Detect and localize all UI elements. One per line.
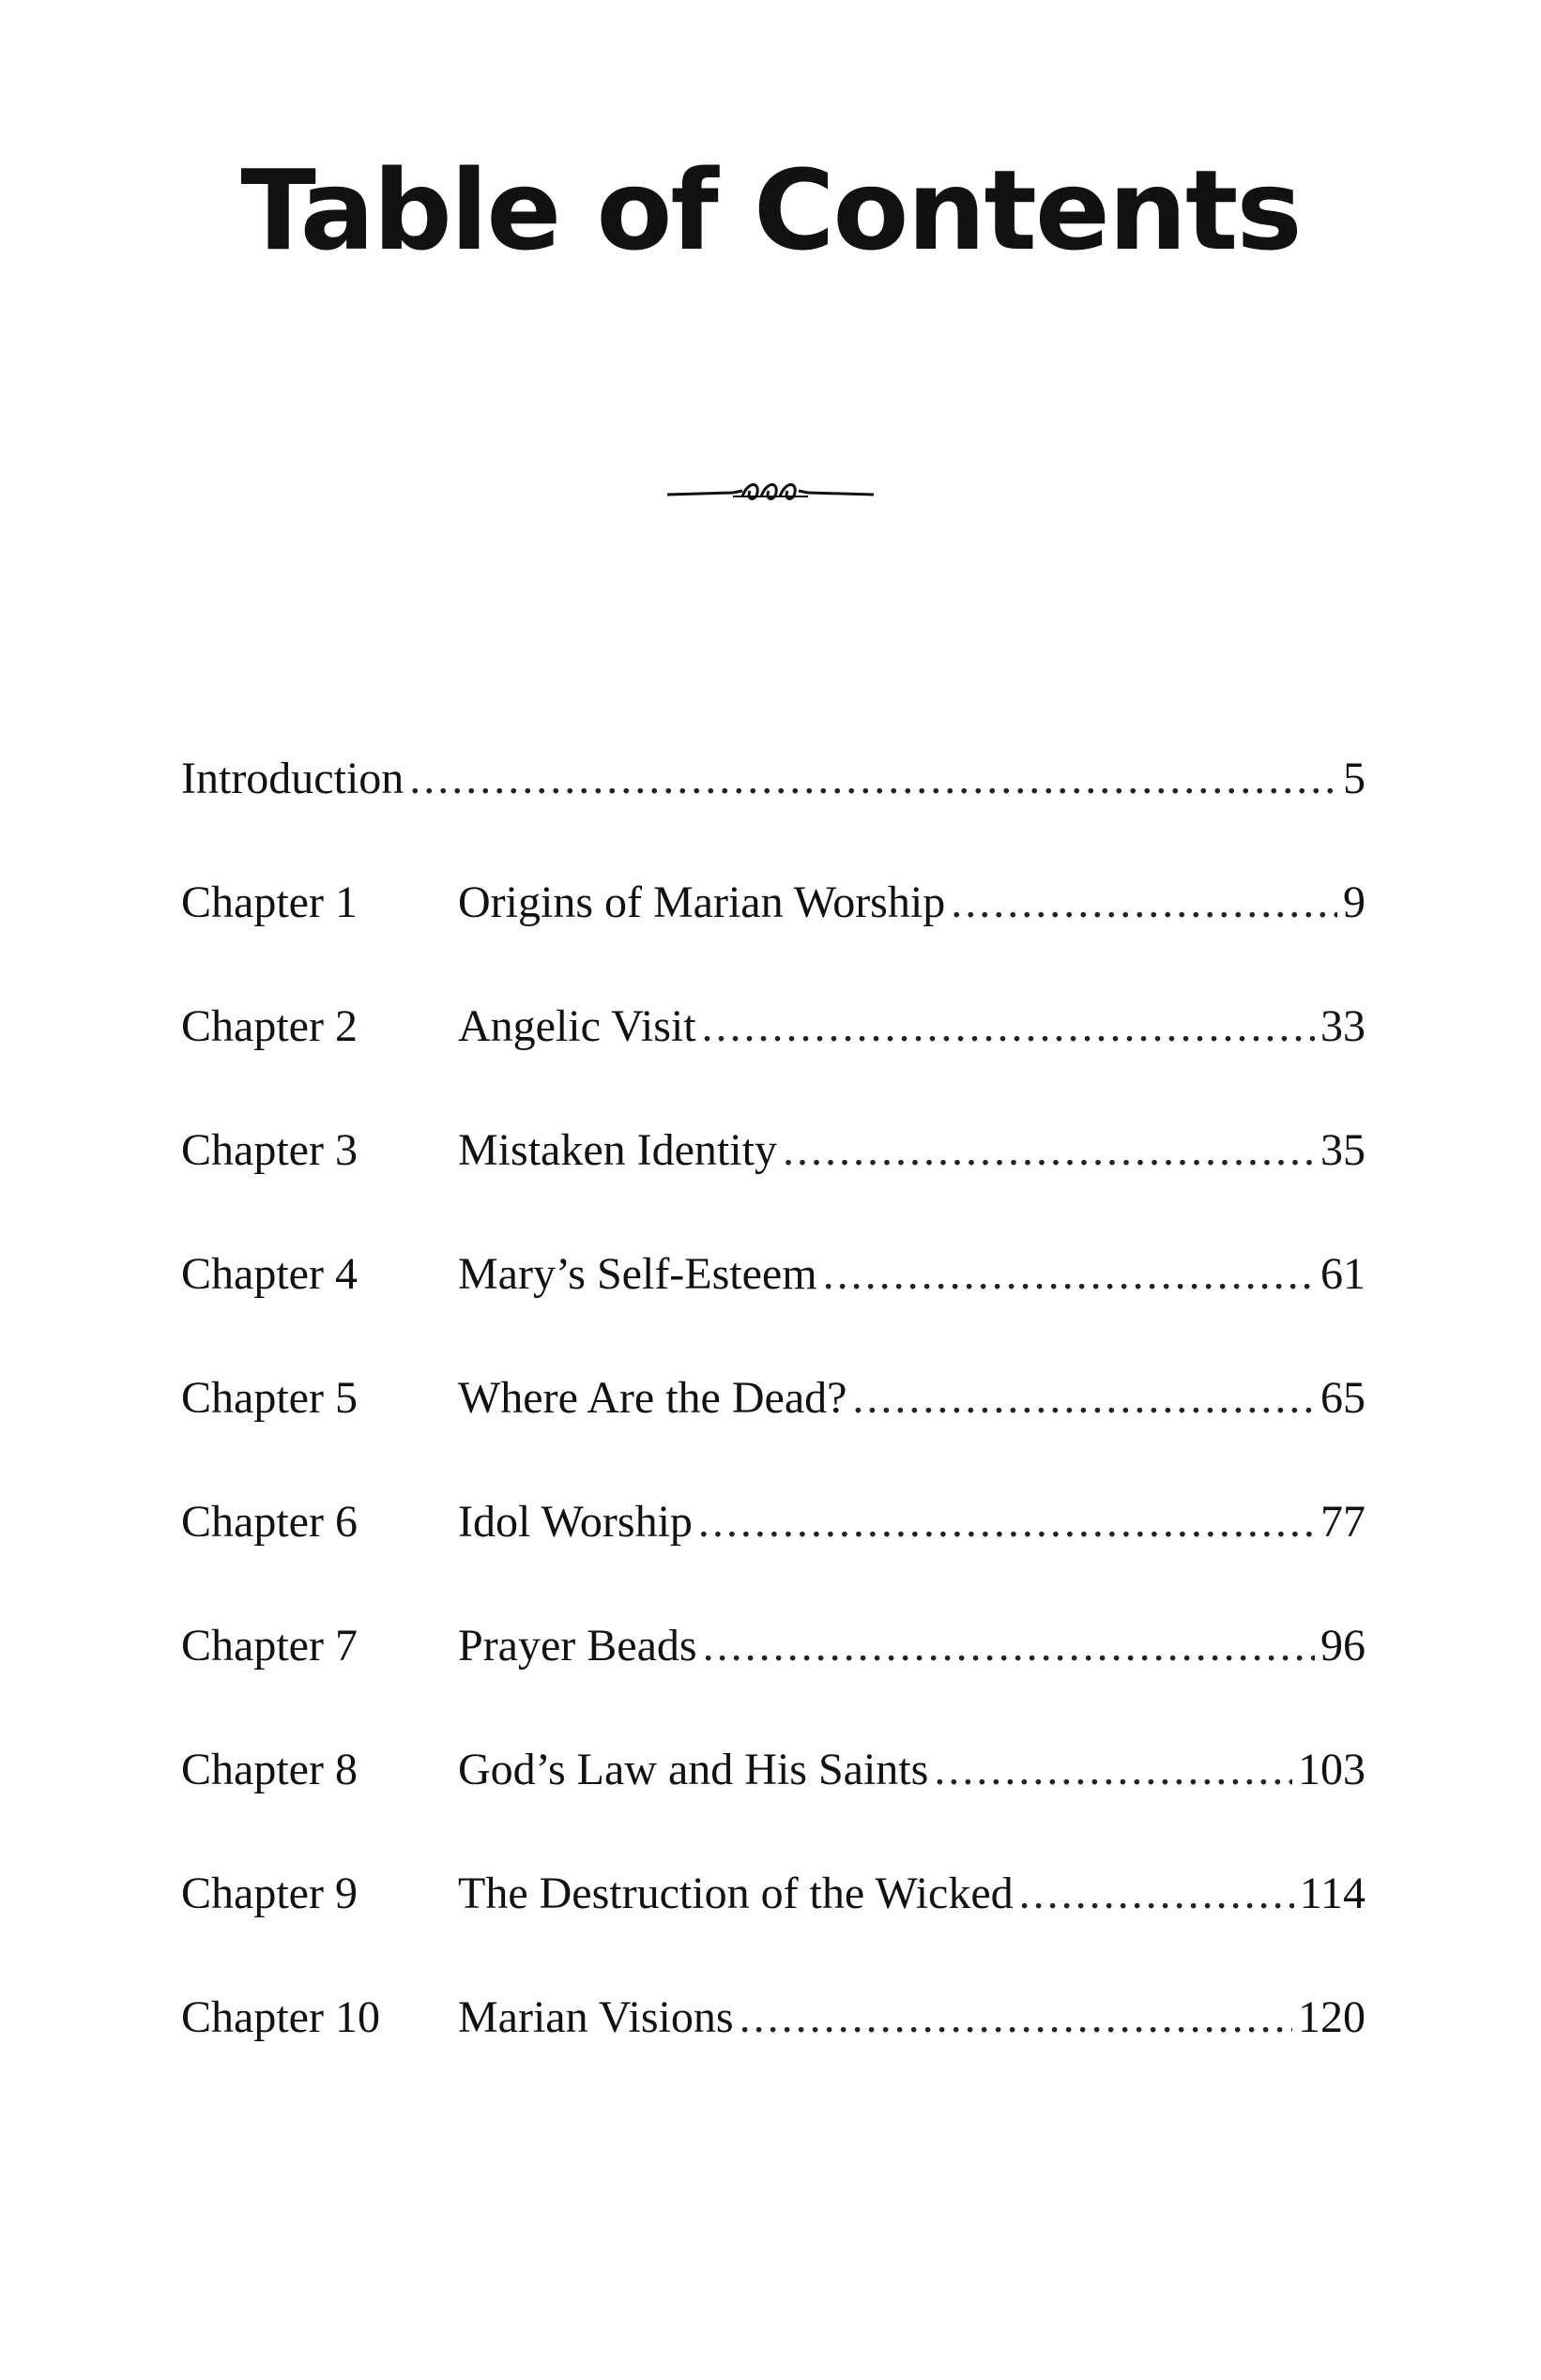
toc-entry-title: Idol Worship	[458, 1497, 693, 1547]
toc-entry-title: Origins of Marian Worship	[458, 877, 946, 927]
toc-entry-chapter-8[interactable]	[181, 1737, 1366, 1861]
toc-page-number: 9	[1343, 877, 1366, 927]
toc-entry-chapter-7[interactable]	[181, 1613, 1366, 1737]
toc-chapter-label: Chapter 9	[181, 1869, 358, 1918]
toc-entry-title: Prayer Beads	[458, 1621, 697, 1671]
toc-entry-title: Angelic Visit	[458, 1001, 696, 1051]
toc-entry-title: Where Are the Dead?	[458, 1373, 847, 1423]
toc-entry-chapter-10[interactable]	[181, 1985, 1366, 2109]
toc-entry-title: God’s Law and His Saints	[458, 1745, 929, 1794]
toc-page-number: 35	[1320, 1125, 1366, 1175]
toc-chapter-label: Chapter 8	[181, 1745, 358, 1794]
dot-leader	[703, 1613, 1315, 1679]
toc-chapter-label: Chapter 2	[181, 1001, 358, 1051]
toc-page-number: 120	[1298, 1992, 1366, 2042]
toc-page-number: 77	[1320, 1497, 1366, 1547]
toc-list	[181, 746, 1366, 2109]
dot-leader	[698, 1489, 1315, 1555]
toc-page-number: 33	[1320, 1001, 1366, 1051]
toc-chapter-label: Chapter 1	[181, 877, 358, 927]
page-title: Table of Contents	[240, 145, 1301, 275]
toc-entry-title: Mary’s Self-Esteem	[458, 1249, 817, 1299]
toc-chapter-label: Chapter 5	[181, 1373, 358, 1423]
toc-page-number: 61	[1320, 1249, 1366, 1299]
toc-chapter-label: Chapter 3	[181, 1125, 358, 1175]
dot-leader	[852, 1365, 1315, 1431]
toc-page-number: 96	[1320, 1621, 1366, 1671]
toc-chapter-label: Chapter 6	[181, 1497, 358, 1547]
toc-entry-chapter-9[interactable]	[181, 1861, 1366, 1985]
toc-entry-chapter-1[interactable]	[181, 870, 1366, 994]
dot-leader	[1019, 1861, 1294, 1927]
dot-leader	[702, 994, 1315, 1060]
dot-leader	[934, 1737, 1292, 1803]
toc-entry-chapter-6[interactable]	[181, 1489, 1366, 1613]
toc-entry-title: The Destruction of the Wicked	[458, 1869, 1014, 1918]
toc-entry-chapter-5[interactable]	[181, 1365, 1366, 1489]
toc-page-number: 103	[1298, 1745, 1366, 1794]
toc-entry-title: Mistaken Identity	[458, 1125, 777, 1175]
toc-entry-chapter-2[interactable]	[181, 994, 1366, 1118]
dot-leader	[951, 870, 1337, 936]
toc-entry-title: Introduction	[181, 754, 404, 803]
toc-entry-introduction[interactable]	[181, 746, 1366, 870]
toc-entry-chapter-4[interactable]	[181, 1242, 1366, 1365]
flourish-divider-icon	[667, 474, 874, 511]
toc-entry-chapter-3[interactable]	[181, 1118, 1366, 1242]
dot-leader	[783, 1118, 1315, 1183]
toc-page-number: 114	[1299, 1869, 1366, 1918]
dot-leader	[409, 746, 1337, 812]
dot-leader	[740, 1985, 1292, 2051]
toc-page-number: 5	[1343, 754, 1366, 803]
toc-page-number: 65	[1320, 1373, 1366, 1423]
toc-entry-title: Marian Visions	[458, 1992, 734, 2042]
toc-chapter-label: Chapter 10	[181, 1992, 380, 2042]
toc-chapter-label: Chapter 4	[181, 1249, 358, 1299]
dot-leader	[823, 1242, 1315, 1307]
toc-chapter-label: Chapter 7	[181, 1621, 358, 1671]
